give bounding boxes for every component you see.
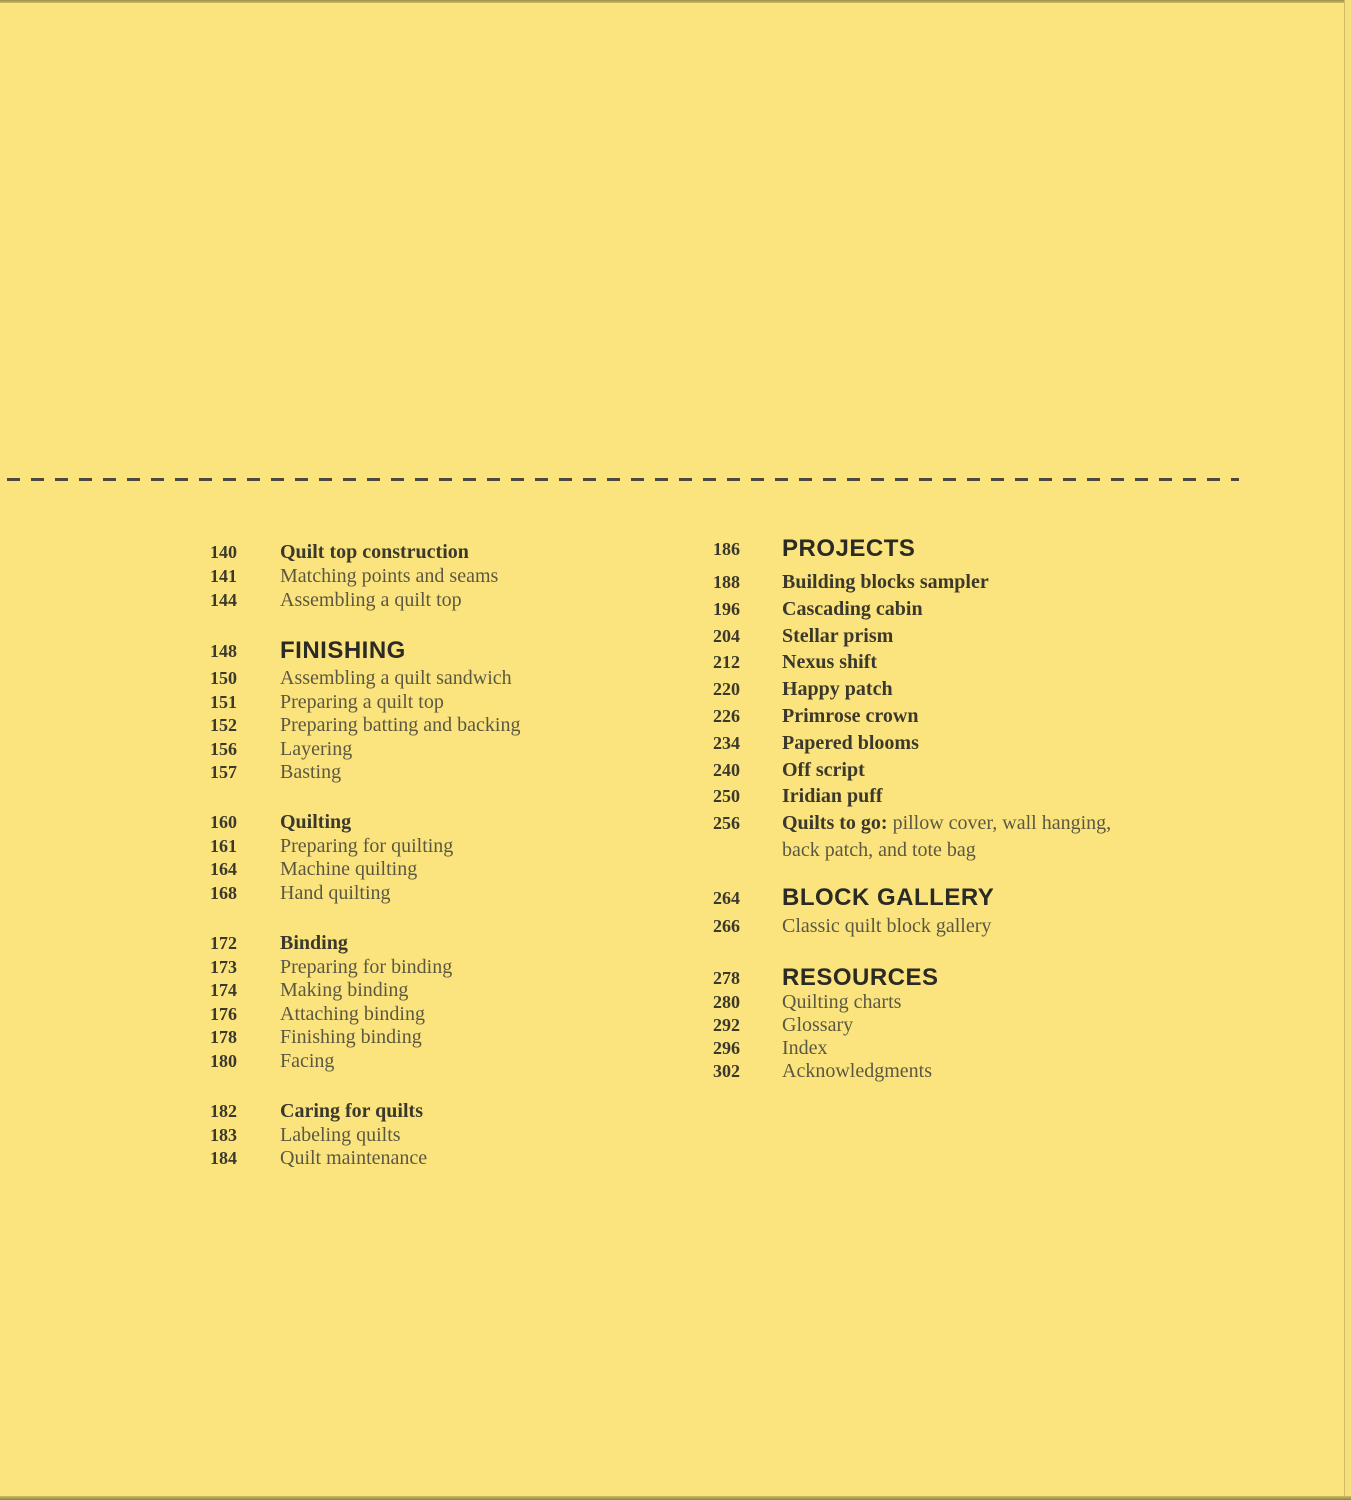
entry-title: Nexus shift bbox=[782, 651, 878, 674]
page-number: 234 bbox=[713, 732, 740, 753]
page-number: 168 bbox=[210, 882, 237, 903]
toc-entry bbox=[210, 1100, 690, 1124]
toc-entry bbox=[210, 1050, 690, 1074]
page-number: 174 bbox=[210, 980, 237, 1000]
toc-group-block-gallery bbox=[713, 883, 1133, 940]
page-number: 212 bbox=[713, 652, 740, 673]
toc-entry bbox=[210, 588, 690, 612]
entry-title: Layering bbox=[280, 737, 353, 760]
toc-entry bbox=[210, 1003, 690, 1027]
page-number: 264 bbox=[713, 888, 740, 908]
page-number: 240 bbox=[713, 759, 740, 780]
page-number: 164 bbox=[210, 859, 237, 879]
toc-entry bbox=[210, 738, 690, 762]
page-right-edge bbox=[1344, 0, 1351, 1500]
page-bottom-edge bbox=[0, 1496, 1351, 1500]
entry-title: Matching points and seams bbox=[280, 565, 499, 587]
toc-entry bbox=[210, 667, 690, 691]
toc-entry bbox=[210, 811, 690, 835]
entry-title: Index bbox=[782, 1037, 828, 1059]
toc-entry bbox=[713, 730, 1133, 757]
page-number: 302 bbox=[713, 1061, 740, 1081]
toc-group-quilt-top-construction bbox=[210, 540, 690, 612]
entry-title: FINISHING bbox=[280, 637, 406, 664]
entry-title: Quilt top construction bbox=[280, 541, 469, 563]
toc-entry bbox=[713, 810, 1133, 864]
page-number: 161 bbox=[210, 835, 237, 856]
entry-title: Hand quilting bbox=[280, 881, 391, 904]
entry-title: Preparing for binding bbox=[280, 955, 453, 978]
toc-entry bbox=[210, 835, 690, 859]
page-number: 186 bbox=[713, 539, 740, 559]
entry-title: Preparing for quilting bbox=[280, 834, 454, 857]
entry-title: Classic quilt block gallery bbox=[782, 915, 992, 937]
entry-title: Preparing a quilt top bbox=[280, 690, 444, 713]
entry-title: Off script bbox=[782, 758, 865, 781]
entry-title: Binding bbox=[280, 932, 348, 954]
page-number: 156 bbox=[210, 738, 237, 759]
page-number: 176 bbox=[210, 1003, 237, 1024]
entry-title: Finishing binding bbox=[280, 1026, 422, 1048]
toc-group-binding bbox=[210, 932, 690, 1073]
dashed-divider bbox=[7, 478, 1239, 481]
toc-entry bbox=[713, 783, 1133, 810]
toc-entry bbox=[713, 991, 1133, 1014]
toc-entry bbox=[713, 676, 1133, 703]
page-number: 226 bbox=[713, 705, 740, 726]
entry-title: Assembling a quilt sandwich bbox=[280, 667, 512, 689]
toc-entry bbox=[210, 691, 690, 715]
page-number: 180 bbox=[210, 1050, 237, 1071]
entry-title: RESOURCES bbox=[782, 964, 939, 991]
toc-entry bbox=[210, 540, 690, 564]
entry-title: Primrose crown bbox=[782, 704, 919, 727]
toc-entry bbox=[210, 932, 690, 956]
entry-title: Making binding bbox=[280, 979, 409, 1001]
toc-entry bbox=[210, 761, 690, 785]
entry-title: Building blocks sampler bbox=[782, 571, 989, 593]
toc-section-heading bbox=[713, 534, 1133, 564]
entry-title-lead: Quilts to go: bbox=[782, 812, 888, 835]
entry-title: Papered blooms bbox=[782, 731, 919, 754]
toc-entry bbox=[713, 703, 1133, 730]
entry-title: Happy patch bbox=[782, 678, 893, 701]
toc-entry bbox=[210, 564, 690, 588]
toc-entry bbox=[713, 569, 1133, 596]
page-number: 157 bbox=[210, 762, 237, 782]
toc-group-resources bbox=[713, 963, 1133, 1083]
toc-entry bbox=[713, 1060, 1133, 1083]
page-top-edge bbox=[0, 0, 1351, 3]
entry-title: Quilting bbox=[280, 811, 352, 833]
toc-entry bbox=[210, 1026, 690, 1050]
page-number: 296 bbox=[713, 1038, 740, 1058]
page-number: 184 bbox=[210, 1148, 237, 1168]
entry-title: Caring for quilts bbox=[280, 1100, 423, 1122]
page-number: 292 bbox=[713, 1015, 740, 1035]
entry-title: PROJECTS bbox=[782, 535, 916, 562]
page-number: 204 bbox=[713, 625, 740, 646]
entry-title: Preparing batting and backing bbox=[280, 714, 521, 736]
entry-title: Iridian puff bbox=[782, 785, 883, 808]
entry-title: Machine quilting bbox=[280, 858, 418, 880]
toc-entry bbox=[210, 1124, 690, 1148]
toc-entry bbox=[713, 623, 1133, 650]
toc-entry bbox=[210, 956, 690, 980]
page-number: 151 bbox=[210, 691, 237, 712]
toc-entry bbox=[713, 1014, 1133, 1037]
entry-title: Labeling quilts bbox=[280, 1123, 401, 1146]
entry-title: Quilts to go: pillow cover, wall hanging, back patch, and tote bag bbox=[782, 812, 1112, 861]
page-number: 160 bbox=[210, 812, 237, 832]
entry-title: Basting bbox=[280, 761, 342, 783]
page-number: 278 bbox=[713, 968, 740, 988]
page-number: 172 bbox=[210, 933, 237, 953]
entry-title: Assembling a quilt top bbox=[280, 589, 462, 611]
page-number: 178 bbox=[210, 1027, 237, 1047]
page-number: 280 bbox=[713, 992, 740, 1012]
toc-entry bbox=[210, 979, 690, 1003]
toc-entry bbox=[713, 596, 1133, 623]
page-number: 144 bbox=[210, 590, 237, 610]
page-number: 220 bbox=[713, 679, 740, 700]
toc-section-heading bbox=[713, 963, 1133, 993]
entry-title: Attaching binding bbox=[280, 1002, 425, 1025]
page-number: 196 bbox=[713, 598, 740, 619]
page-number: 256 bbox=[713, 813, 740, 834]
page-number: 182 bbox=[210, 1101, 237, 1121]
page-number: 266 bbox=[713, 916, 740, 936]
toc-entry bbox=[713, 649, 1133, 676]
page-number: 188 bbox=[713, 572, 740, 592]
toc-entry bbox=[713, 757, 1133, 784]
toc-group-projects bbox=[713, 534, 1133, 864]
page-number: 183 bbox=[210, 1124, 237, 1145]
entry-title: Acknowledgments bbox=[782, 1060, 932, 1082]
entry-title: Stellar prism bbox=[782, 624, 894, 647]
toc-entry bbox=[713, 1037, 1133, 1060]
toc-entry bbox=[210, 714, 690, 738]
entry-title: Facing bbox=[280, 1049, 335, 1072]
page-number: 141 bbox=[210, 566, 237, 586]
entry-title: BLOCK GALLERY bbox=[782, 884, 995, 911]
page-number: 150 bbox=[210, 668, 237, 688]
page-number: 148 bbox=[210, 641, 237, 661]
toc-entry bbox=[210, 1147, 690, 1171]
entry-title: Quilting charts bbox=[782, 991, 902, 1013]
toc-section-heading bbox=[713, 883, 1133, 913]
toc-group-quilting bbox=[210, 811, 690, 905]
toc-section-heading bbox=[210, 636, 690, 666]
page-number: 250 bbox=[713, 786, 740, 807]
entry-title: Quilt maintenance bbox=[280, 1147, 428, 1169]
toc-entry bbox=[210, 858, 690, 882]
toc-entry bbox=[210, 882, 690, 906]
page-number: 140 bbox=[210, 542, 237, 562]
page-number: 173 bbox=[210, 956, 237, 977]
toc-group-caring-for-quilts bbox=[210, 1100, 690, 1171]
page-number: 152 bbox=[210, 715, 237, 735]
toc-entry bbox=[713, 913, 1133, 940]
toc-group-finishing bbox=[210, 636, 690, 785]
entry-title: Cascading cabin bbox=[782, 597, 923, 620]
entry-title: Glossary bbox=[782, 1014, 854, 1036]
